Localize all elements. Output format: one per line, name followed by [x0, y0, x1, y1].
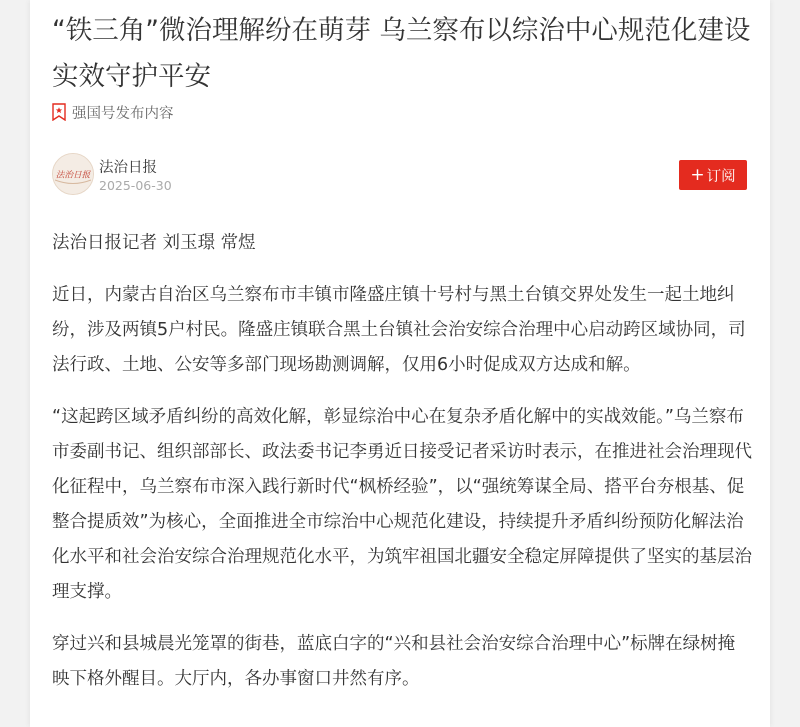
article-body — [52, 226, 752, 714]
author-row — [52, 153, 748, 197]
byline: 法治日报记者 刘玉璟 常煜 — [52, 233, 256, 253]
subscribe-label: 订阅 — [706, 168, 736, 185]
article-title: “铁三角”微治理解纷在萌芽 乌兰察布以综治中心规范化建设实效守护平安 — [52, 15, 751, 92]
avatar[interactable] — [52, 153, 94, 195]
subscribe-button[interactable] — [679, 160, 747, 190]
flag-badge-icon — [52, 103, 66, 121]
source-label: 强国号发布内容 — [72, 105, 174, 122]
paragraph: 近日，内蒙古自治区乌兰察布市丰镇市隆盛庄镇十号村与黑土台镇交界处发生一起土地纠纷，涉及两镇5户村民。隆盛庄镇联合黑土台镇社会治安综合治理中心启动跨区域协同，司法行政、土地、公安等多部门现场勘测调解，仅用6小时促成双方达成和解。 — [52, 285, 746, 375]
paragraph: 穿过兴和县城晨光笼罩的街巷，蓝底白字的“兴和县社会治安综合治理中心”标牌在绿树掩映下格外醒目。大厅内，各办事窗口井然有序。 — [52, 634, 736, 689]
paragraph: “这起跨区域矛盾纠纷的高效化解，彰显综治中心在复杂矛盾化解中的实战效能。”乌兰察布市委副书记、组织部部长、政法委书记李勇近日接受记者采访时表示，在推进社会治理现代化征程中，乌兰察布市深入践行新时代“枫桥经验”，以“强统筹谋全局、搭平台夯根基、促整合提质效”为核心，全面推进全市综治中心规范化建设，持续提升矛盾纠纷预防化解法治化水平和社会治安综合治理规范化水平，为筑牢祖国北疆安全稳定屏障提供了坚实的基层治理支撑。 — [52, 407, 752, 602]
publish-date: 2025-06-30 — [99, 178, 172, 193]
source-row — [52, 101, 174, 123]
author-name[interactable]: 法治日报 — [99, 160, 157, 176]
plus-icon: + — [690, 164, 705, 185]
article-page — [30, 0, 770, 727]
avatar-text: 法治日报 — [55, 170, 91, 181]
